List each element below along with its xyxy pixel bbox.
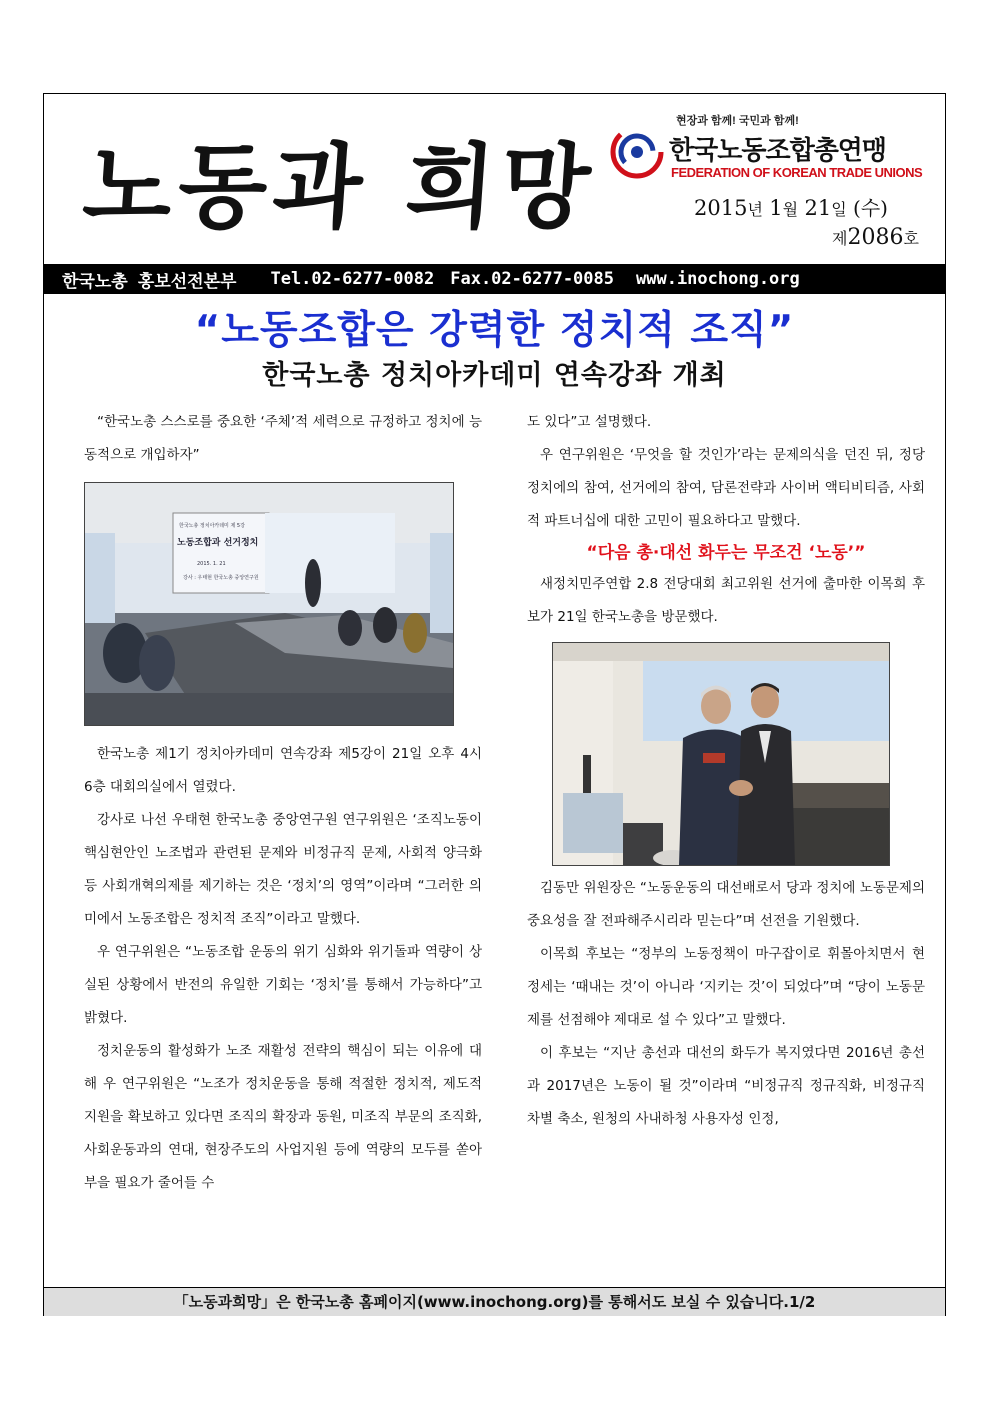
screen-line-1: 한국노총 정치아카데미 제 5강 [179, 523, 245, 529]
handshake-photo-image [553, 643, 889, 865]
screen-line-3: 2015. 1. 21 [197, 561, 226, 567]
issue-prefix: 제 [832, 229, 848, 248]
paragraph: 새정치민주연합 2.8 전당대회 최고위원 선거에 출마한 이목희 후보가 21일 한국노총을 방문했다. [527, 576, 925, 625]
lecture-photo [84, 482, 454, 726]
paragraph: 이목희 후보는 “정부의 노동정책이 마구잡이로 휘몰아치면서 현 정세는 ‘때내는 것’이 아니라 ‘지키는 것’이 되었다”며 “당이 노동문제를 선점해야 제대로 설 수 있다”고 말했다. [527, 946, 925, 1028]
issue-number [832, 225, 919, 250]
org-name: 한국노동조합총연맹 [669, 135, 887, 165]
screen-line-2: 노동조합과 선거정치 [177, 538, 259, 548]
issue-number-value: 2086 [847, 225, 904, 250]
section-subtitle: “다음 총·대선 화두는 무조건 ‘노동’” [586, 543, 866, 563]
article-headline: “노동조합은 강력한 정치적 조직” [194, 308, 795, 353]
website-link[interactable]: www.inochong.org [636, 269, 800, 289]
issue-date [694, 192, 888, 221]
org-slogan: 현장과 함께! 국민과 함께! [676, 115, 799, 127]
paragraph: 우 연구위원은 ‘무엇을 할 것인가’라는 문제의식을 던진 뒤, 정당정치에의 참여, 선거에의 참여, 담론전략과 사이버 액티비티즘, 사회적 파트너십에 대한 고민이 필요하다고 말했다. [527, 447, 925, 529]
lead-quote: “한국노총 스스로를 중요한 ‘주체’적 세력으로 규정하고 정치에 능동적으로 개입하자” [84, 414, 482, 463]
paragraph: 우 연구위원은 “노동조합 운동의 위기 심화와 위기돌파 역량이 상실된 상황에서 반전의 유일한 기회는 ‘정치’를 통해서 가능하다”고 밝혔다. [84, 944, 482, 1026]
paragraph: 정치운동의 활성화가 노조 재활성 전략의 핵심이 되는 이유에 대해 우 연구위원은 “노조가 정치운동을 통해 적절한 정치적, 제도적 지원을 확보하고 있다면 조직의 확장과 동원, 미조직 부문의 조직화, 사회운동과의 연대, 현장주도의 사업지원 등에 역량의 모두를 쏟아 부을 필요가 줄어들 수 [84, 1043, 482, 1191]
paragraph: 한국노총 제1기 정치아카데미 연속강좌 제5강이 21일 오후 4시 6층 대회의실에서 열렸다. [84, 746, 482, 795]
tel-number: Tel.02-6277-0082 [270, 269, 435, 289]
date-year: 2015 [694, 196, 748, 220]
date-year-unit: 년 [747, 200, 763, 219]
date-month-unit: 월 [782, 200, 799, 219]
left-column [84, 406, 482, 1200]
paragraph: 김동만 위원장은 “노동운동의 대선배로서 당과 정치에 노동문제의 중요성을 잘 전파해주시리라 믿는다”며 선전을 기원했다. [527, 880, 925, 929]
org-english-name: FEDERATION OF KOREAN TRADE UNIONS [671, 165, 923, 180]
handshake-photo [552, 642, 890, 866]
screen-line-4: 강사 : 우태현 한국노총 중앙연구원 [183, 575, 259, 581]
date-month: 1 [769, 196, 783, 220]
department-label: 한국노총 홍보선전본부 [62, 271, 237, 292]
date-weekday: (수) [853, 196, 888, 220]
issue-suffix: 호 [903, 229, 919, 248]
footer-notice: 「노동과희망」은 한국노총 홈페이지(www.inochong.org)를 통해서도 보실 수 있습니다.1/2 [44, 1287, 945, 1316]
article-subhead: 한국노총 정치아카데미 연속강좌 개최 [262, 360, 727, 391]
right-column [527, 406, 925, 1136]
paragraph: 강사로 나선 우태현 한국노총 중앙연구원 연구위원은 ‘조직노동이 핵심현안인 노조법과 관련된 문제와 비정규직 문제, 사회적 양극화 등 사회개혁의제를 제기하는 것은 ‘정치’의 영역”이라며 “그러한 의미에서 노동조합은 정치적 조직”이라고 말했다. [84, 812, 482, 927]
paragraph: 이 후보는 “지난 총선과 대선의 화두가 복지였다면 2016년 총선과 2017년은 노동이 될 것”이라며 “비정규직 정규직화, 비정규직 차별 축소, 원청의 사내하청 사용자성 인정, [527, 1045, 925, 1127]
masthead [44, 94, 945, 264]
contact-bar [44, 264, 945, 294]
date-day: 21 [804, 196, 832, 220]
lecture-photo-image [85, 483, 453, 725]
newsletter-frame [43, 93, 946, 1316]
fktu-logo-icon [609, 124, 665, 180]
paragraph: 도 있다”고 설명했다. [527, 414, 652, 430]
date-day-unit: 일 [831, 200, 847, 219]
newsletter-title: 노동과 희망 [79, 133, 600, 241]
fax-number: Fax.02-6277-0085 [450, 269, 614, 289]
